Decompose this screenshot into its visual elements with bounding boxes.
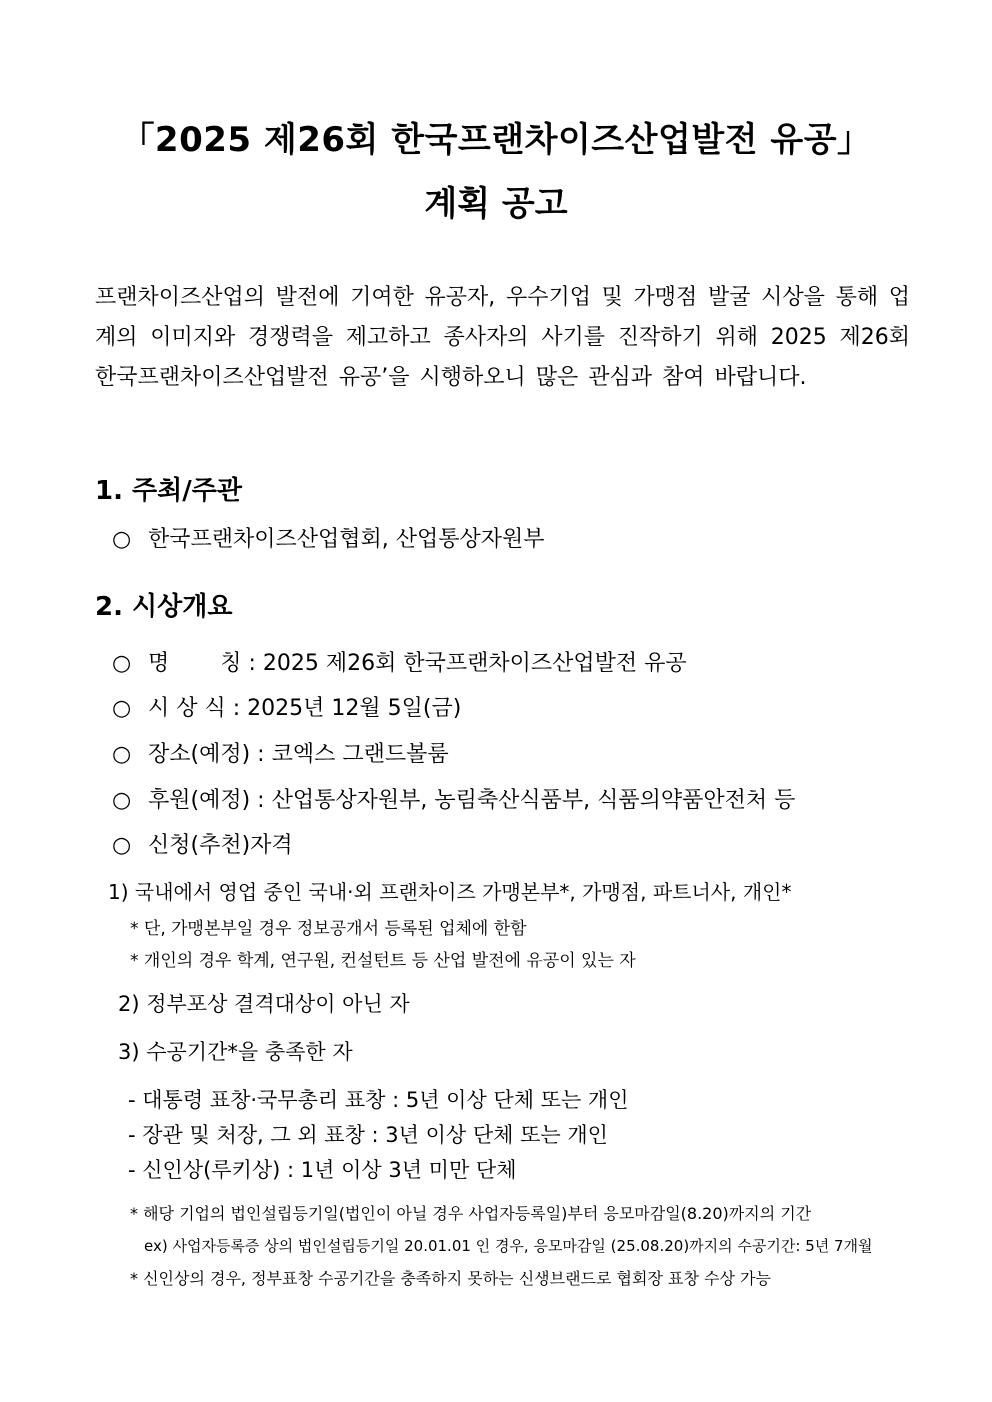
period-minister: - 장관 및 처장, 그 외 표창 : 3년 이상 단체 또는 개인 <box>128 1123 608 1147</box>
title-line-1: 「2025 제26회 한국프랜차이즈산업발전 유공」 <box>120 120 872 160</box>
overview-item-sponsors: ○ 후원(예정) : 산업통상자원부, 농림축산식품부, 식품의약품안전처 등 <box>112 788 796 813</box>
intro-paragraph: 프랜차이즈산업의 발전에 기여한 유공자, 우수기업 및 가맹점 발굴 시상을 통해 업계의 이미지와 경쟁력을 제고하고 종사자의 사기를 진작하기 위해 2025 제26회 한국프랜차이즈산업발전 유공’을 시행하오니 많은 관심과 참여 바랍니다. <box>95 285 910 390</box>
qualification-3: 3) 수공기간*을 충족한 자 <box>118 1040 353 1064</box>
qualification-1-note-2: * 개인의 경우 학계, 연구원, 컨설턴트 등 산업 발전에 유공이 있는 자 <box>130 951 636 971</box>
circle-bullet: ○ <box>112 696 132 721</box>
organizers: 한국프랜차이즈산업협회, 산업통상자원부 <box>148 527 545 552</box>
circle-bullet: ○ <box>112 742 132 767</box>
period-example: ex) 사업자등록증 상의 법인설립등기일 20.01.01 인 경우, 응모마감일 (25.08.20)까지의 수공기간: 5년 7개월 <box>144 1237 873 1255</box>
period-rookie: - 신인상(루키상) : 1년 이상 3년 미만 단체 <box>128 1158 517 1182</box>
overview-item-eligibility: ○ 신청(추천)자격 <box>112 833 293 858</box>
section-2-heading: 2. 시상개요 <box>95 592 233 622</box>
title-line-2: 계획 공고 <box>424 184 568 224</box>
circle-bullet: ○ <box>112 833 132 858</box>
qualification-1: 1) 국내에서 영업 중인 국내·외 프랜차이즈 가맹본부*, 가맹점, 파트너사, 개인* <box>108 880 792 904</box>
overview-item-name: ○ 명 칭 : 2025 제26회 한국프랜차이즈산업발전 유공 <box>112 651 687 676</box>
period-presidential: - 대통령 표창·국무총리 표창 : 5년 이상 단체 또는 개인 <box>128 1088 629 1112</box>
section-1-item <box>112 522 545 553</box>
overview-item-venue: ○ 장소(예정) : 코엑스 그랜드볼룸 <box>112 742 449 767</box>
circle-bullet: ○ <box>112 651 132 676</box>
overview-item-ceremony: ○ 시 상 식 : 2025년 12월 5일(금) <box>112 696 462 721</box>
period-note: * 해당 기업의 법인설립등기일(법인이 아닐 경우 사업자등록일)부터 응모마감일(8.20)까지의 기간 <box>130 1204 812 1223</box>
qualification-1-note-1: * 단, 가맹본부일 경우 정보공개서 등록된 업체에 한함 <box>130 919 527 939</box>
section-1-heading: 1. 주최/주관 <box>95 476 242 506</box>
qualification-2: 2) 정부포상 결격대상이 아닌 자 <box>118 992 410 1016</box>
rookie-note: * 신인상의 경우, 정부표창 수공기간을 충족하지 못하는 신생브랜드로 협회장 표창 수상 가능 <box>130 1269 771 1288</box>
circle-bullet: ○ <box>112 527 132 552</box>
circle-bullet: ○ <box>112 788 132 813</box>
